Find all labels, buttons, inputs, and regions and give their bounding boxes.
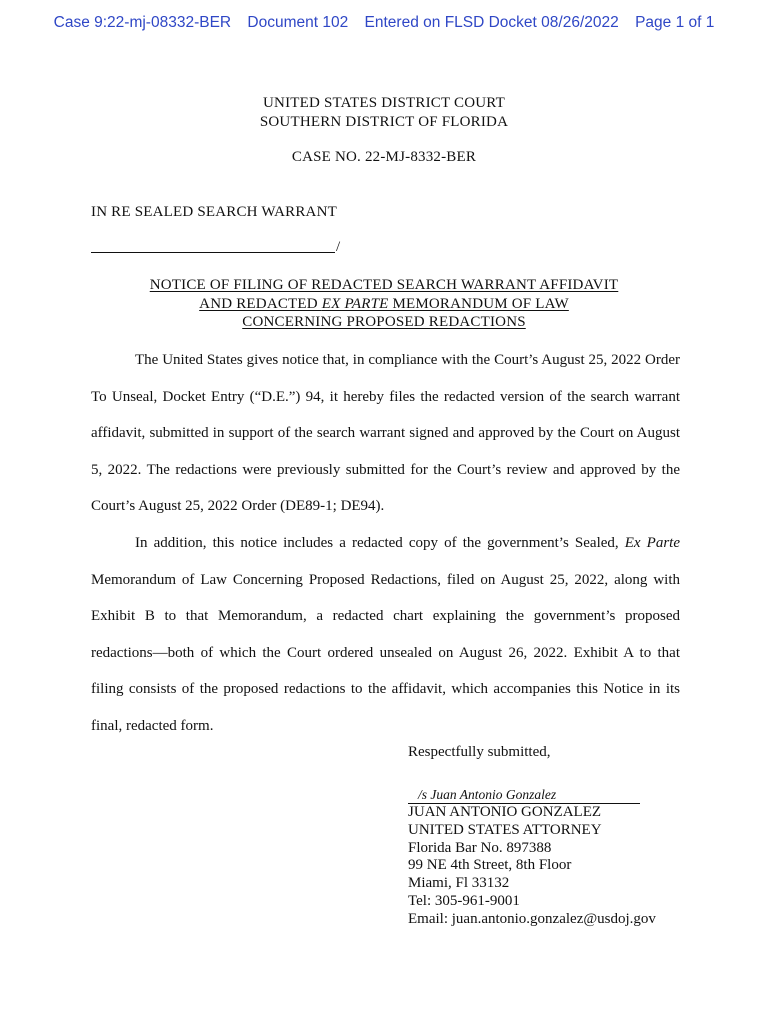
docket-entered-date: Entered on FLSD Docket 08/26/2022 xyxy=(364,14,619,31)
city-address: Miami, Fl 33132 xyxy=(408,875,510,892)
title-line-2-prefix: AND REDACTED xyxy=(199,295,322,312)
court-heading xyxy=(0,94,768,132)
case-number: CASE NO. 22-MJ-8332-BER xyxy=(291,149,477,165)
title-line-2-suffix: MEMORANDUM OF LAW xyxy=(388,295,569,312)
paragraph-2-suffix: Memorandum of Law Concerning Proposed Redactions, filed on August 25, 2022, along with Exhibit B to that Memorandum, a redacted chart explaining the government’s proposed redactions—both of which the Court ordered unsealed on August 26, 2022. Exhibit A to that filing consists of the proposed redactions to the affidavit, which accompanies this Notice in its final, redacted form. xyxy=(91,571,680,734)
document-title xyxy=(0,276,768,332)
title-line-3: CONCERNING PROPOSED REDACTIONS xyxy=(242,314,526,330)
signatory-name: JUAN ANTONIO GONZALEZ xyxy=(408,804,602,820)
signatory-details xyxy=(408,804,656,929)
caption-in-re: IN RE SEALED SEARCH WARRANT xyxy=(91,204,337,220)
paragraph-2-italic: Ex Parte xyxy=(624,534,680,551)
caption-slash: / xyxy=(336,239,341,255)
email-address: Email: juan.antonio.gonzalez@usdoj.gov xyxy=(408,910,656,927)
court-name: UNITED STATES DISTRICT COURT xyxy=(263,95,505,111)
electronic-signature: /s Juan Antonio Gonzalez xyxy=(408,786,640,804)
docket-page-count: Page 1 of 1 xyxy=(635,14,715,31)
caption-signature-line xyxy=(91,238,341,256)
court-district: SOUTHERN DISTRICT OF FLORIDA xyxy=(259,114,509,130)
body-paragraph-1: The United States gives notice that, in compliance with the Court’s August 25, 2022 Order To Unseal, Docket Entry (“D.E.”) 94, it hereby files the redacted version of the search warrant affidavit, submitted in support of the search warrant signed and approved by the Court on August 5, 2022. The redactions were previously submitted for the Court’s review and approved by the Court’s August 25, 2022 Order (DE89-1; DE94). xyxy=(91,352,680,515)
caption-rule xyxy=(91,252,335,253)
docket-document-number: Document 102 xyxy=(247,14,349,31)
telephone: Tel: 305-961-9001 xyxy=(408,892,520,909)
signature-block xyxy=(408,742,656,929)
paragraph-2-prefix: In addition, this notice includes a redacted copy of the government’s Sealed, xyxy=(135,534,625,551)
docket-header xyxy=(0,14,768,32)
document-body xyxy=(91,342,680,745)
title-line-1: NOTICE OF FILING OF REDACTED SEARCH WARRANT AFFIDAVIT xyxy=(149,277,619,293)
body-paragraph-2 xyxy=(91,525,680,745)
signatory-office: UNITED STATES ATTORNEY xyxy=(408,821,602,838)
docket-case-number: Case 9:22-mj-08332-BER xyxy=(53,14,232,31)
closing-text: Respectfully submitted, xyxy=(408,744,551,760)
bar-number: Florida Bar No. 897388 xyxy=(408,839,552,856)
title-line-2-italic: EX PARTE xyxy=(321,295,389,312)
street-address: 99 NE 4th Street, 8th Floor xyxy=(408,857,572,874)
title-line-2 xyxy=(0,295,768,314)
